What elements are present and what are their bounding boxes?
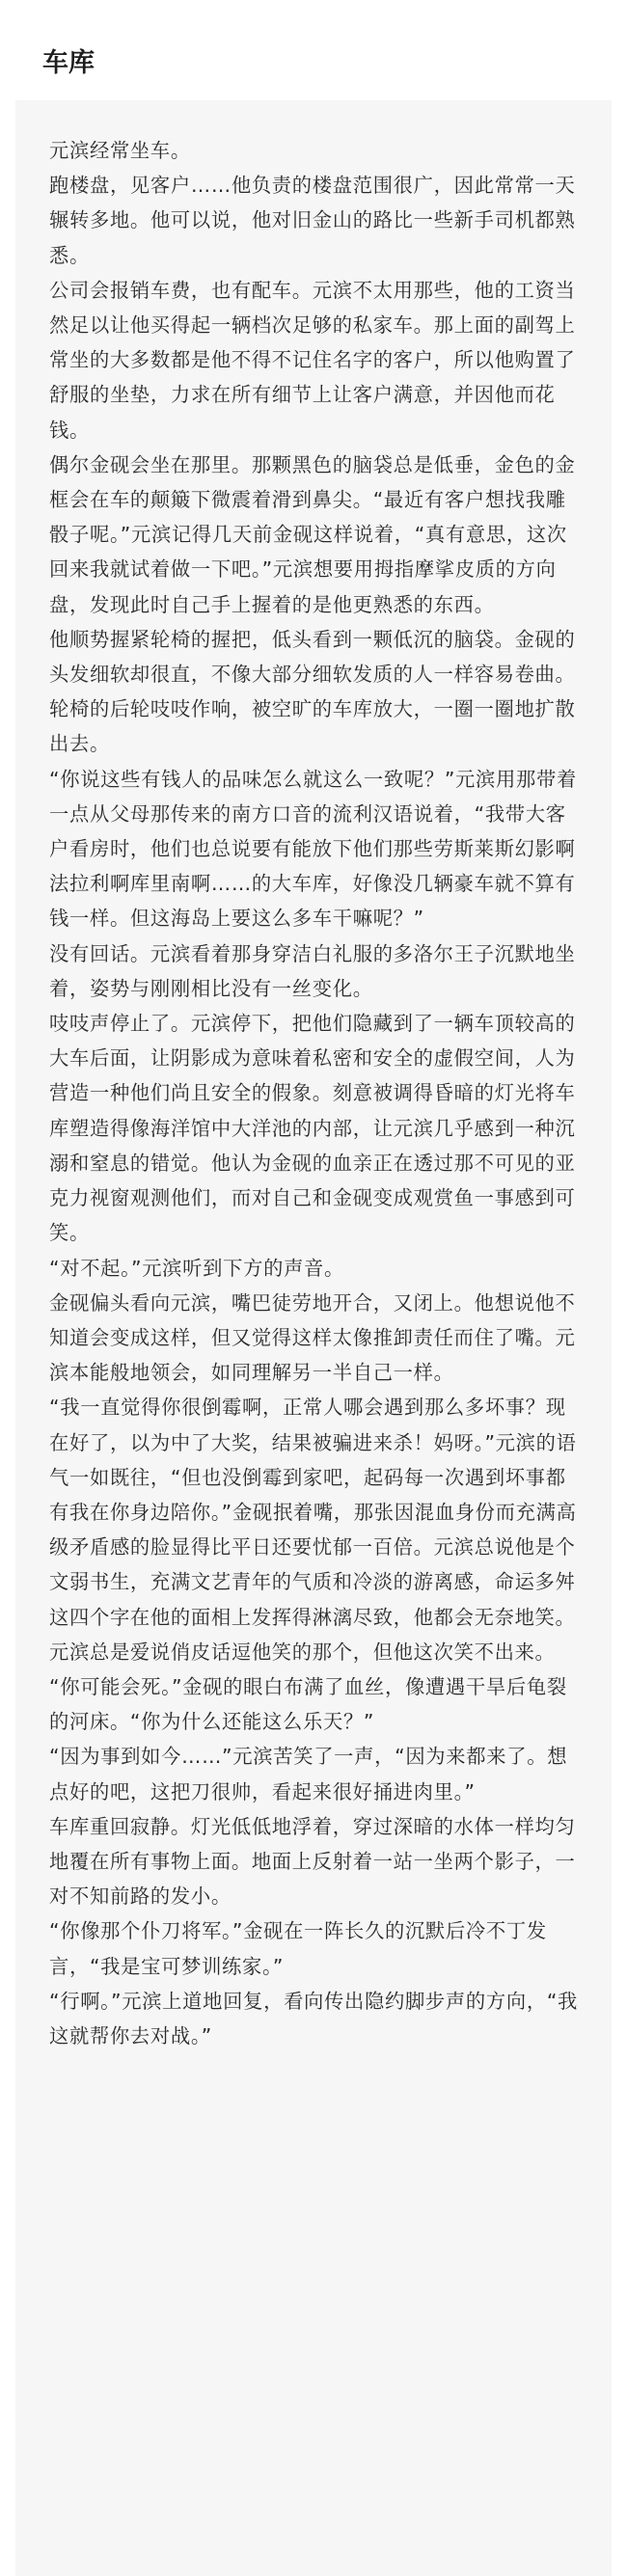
paragraph: 元滨经常坐车。 [49,139,191,162]
paragraph: 没有回话。元滨看着那身穿洁白礼服的多洛尔王子沉默地坐着，姿势与刚刚相比没有一丝变化。 [49,941,576,1000]
paragraph: 公司会报销车费，也有配车。元滨不太用那些，他的工资当然足以让他买得起一辆档次足够的私家车。那上面的副驾上常坐的大多数都是他不得不记住名字的客户，所以他购置了舒服的坐垫，力求在所有细节上让客户满意，并因他而花钱。 [49,278,576,442]
paragraph: “我一直觉得你很倒霉啊，正常人哪会遇到那么多坏事？现在好了，以为中了大奖，结果被骗进来杀！妈呀。”元滨的语气一如既往，“但也没倒霉到家吧，起码每一次遇到坏事都有我在你身边陪你。”金砚抿着嘴，那张因混血身份而充满高级矛盾感的脸显得比平日还要忧郁一百倍。元滨总说他是个文弱书生，充满文艺青年的气质和冷淡的游离感，命运多舛这四个字在他的面相上发挥得淋漓尽致，他都会无奈地笑。元滨总是爱说俏皮话逗他笑的那个，但他这次笑不出来。 [49,1396,577,1664]
paragraph: 他顺势握紧轮椅的握把，低头看到一颗低沉的脑袋。金砚的头发细软却很直，不像大部分细软发质的人一样容易卷曲。轮椅的后轮吱吱作响，被空旷的车库放大，一圈一圈地扩散出去。 [49,627,576,756]
paragraph: “行啊。”元滨上道地回复，看向传出隐约脚步声的方向，“我这就帮你去对战。” [49,1989,579,2047]
paragraph: 车库重回寂静。灯光低低地浮着，穿过深暗的水体一样均匀地覆在所有事物上面。地面上反射着一站一坐两个影子，一对不知前路的发小。 [49,1814,576,1909]
paragraph: “你说这些有钱人的品味怎么就这么一致呢？”元滨用那带着一点从父母那传来的南方口音的流利汉语说着，“我带大客户看房时，他们也总说要有能放下他们那些劳斯莱斯幻影啊法拉利啊库里南啊……的大车库，好像没几辆豪车就不算有钱一样。但这海岛上要这么多车干嘛呢？” [49,767,577,931]
article-body [15,100,612,2576]
paragraph: 吱吱声停止了。元滨停下，把他们隐藏到了一辆车顶较高的大车后面，让阴影成为意味着私密和安全的虚假空间，人为营造一种他们尚且安全的假象。刻意被调得昏暗的灯光将车库塑造得像海洋馆中大洋池的内部，让元滨几乎感到一种沉溺和窒息的错觉。他认为金砚的血亲正在透过那不可见的亚克力视窗观测他们，而对自己和金砚变成观赏鱼一事感到可笑。 [49,1012,576,1245]
paragraph: 金砚偏头看向元滨，嘴巴徒劳地开合，又闭上。他想说他不知道会变成这样，但又觉得这样太像推卸责任而住了嘴。元滨本能般地领会，如同理解另一半自己一样。 [49,1290,576,1385]
paragraph: “你可能会死。”金砚的眼白布满了血丝，像遭遇干旱后龟裂的河床。“你为什么还能这么乐天？” [49,1674,567,1734]
paragraph: 偶尔金砚会坐在那里。那颗黑色的脑袋总是低垂，金色的金框会在车的颠簸下微震着滑到鼻尖。“最近有客户想找我雕骰子呢。”元滨记得几天前金砚这样说着，“真有意思，这次回来我就试着做一下吧。”元滨想要用拇指摩挲皮质的方向盘，发现此时自己手上握着的是他更熟悉的东西。 [49,452,576,616]
page-header [0,0,627,98]
paragraph: “对不起。”元滨听到下方的声音。 [49,1256,345,1280]
paragraph: “你像那个仆刀将军。”金砚在一阵长久的沉默后冷不丁发言，“我是宝可梦训练家。” [49,1919,547,1978]
page-title: 车库 [42,48,95,78]
paragraph: 跑楼盘，见客户……他负责的楼盘范围很广，因此常常一天辗转多地。他可以说，他对旧金山的路比一些新手司机都熟悉。 [49,174,576,267]
paragraph: “因为事到如今……”元滨苦笑了一声，“因为来都来了。想点好的吧，这把刀很帅，看起来很好捅进肉里。” [49,1745,568,1803]
